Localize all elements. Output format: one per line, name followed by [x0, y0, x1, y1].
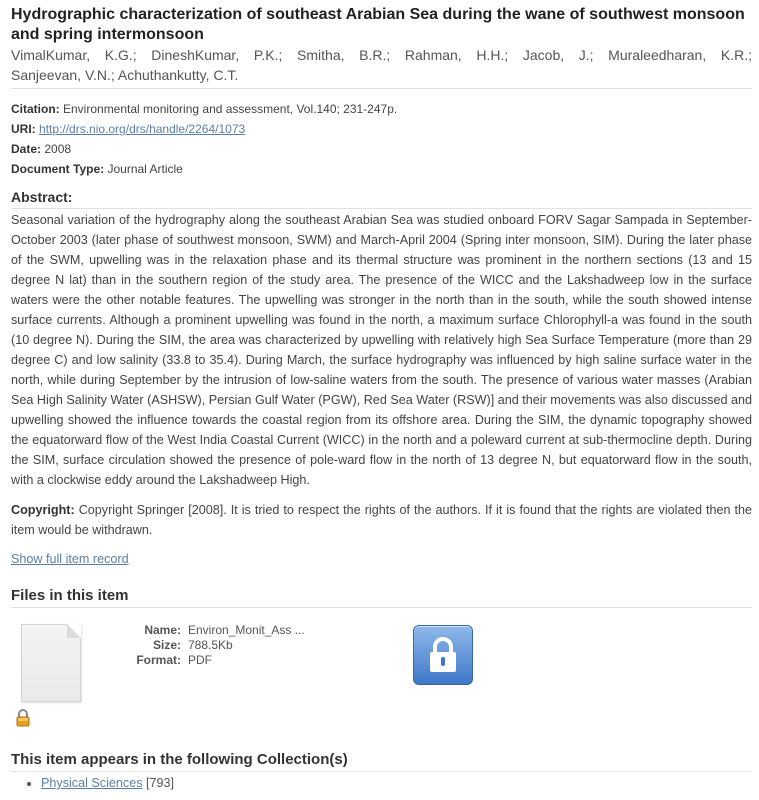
doctype-value: Journal Article — [107, 162, 183, 176]
file-size-value: 788.5Kb — [188, 638, 233, 652]
file-entry — [11, 608, 752, 748]
file-size-row — [131, 638, 305, 653]
divider — [11, 88, 752, 89]
list-item — [41, 775, 752, 791]
abstract-heading: Abstract: — [11, 187, 752, 209]
date-row — [11, 139, 752, 159]
file-name-value: Environ_Monit_Ass ... — [188, 623, 305, 637]
collection-link[interactable]: Physical Sciences — [41, 776, 143, 790]
item-title: Hydrographic characterization of southeast Arabian Sea during the wane of southwest monsoon and spring intermonsoon — [11, 6, 745, 43]
item-view — [11, 5, 752, 791]
doctype-row — [11, 159, 752, 179]
citation-label: Citation: — [11, 102, 60, 116]
collections-heading: This item appears in the following Collection(s) — [11, 750, 752, 772]
file-name-label: Name: — [144, 623, 181, 637]
copyright-text: Copyright Springer [2008]. It is tried to respect the rights of the authors. If it is found that the rights are violated then the item would be withdrawn. — [11, 503, 752, 537]
collections-list — [11, 775, 752, 791]
uri-label: URI: — [11, 122, 36, 136]
file-format-row — [131, 653, 305, 668]
authors-line-1: VimalKumar, K.G.; DineshKumar, P.K.; Smitha, B.R.; Rahman, H.H.; Jacob, J.; Muraleedharan, K.R.; — [11, 47, 752, 63]
file-thumbnail-icon[interactable] — [21, 624, 81, 702]
file-size-label: Size: — [152, 638, 181, 652]
copyright-block — [11, 500, 752, 540]
show-full-record-link[interactable]: Show full item record — [11, 552, 129, 566]
date-label: Date: — [11, 142, 42, 156]
collection-count: [793] — [146, 776, 175, 790]
file-name-row — [131, 623, 305, 638]
item-authors — [11, 45, 752, 85]
file-format-label: Format: — [136, 653, 181, 667]
files-heading: Files in this item — [11, 586, 752, 608]
doctype-label: Document Type: — [11, 162, 105, 176]
request-access-lock-icon[interactable] — [413, 625, 473, 685]
authors-line-2: Sanjeevan, V.N.; Achuthankutty, C.T. — [11, 67, 239, 83]
file-format-value: PDF — [188, 653, 212, 667]
uri-row — [11, 119, 752, 139]
copyright-label: Copyright: — [11, 503, 75, 517]
restricted-lock-icon — [15, 709, 31, 727]
date-value: 2008 — [44, 142, 72, 156]
padlock-icon — [414, 626, 472, 684]
citation-value: Environmental monitoring and assessment, Vol.140; 231-247p. — [63, 102, 398, 116]
citation-row — [11, 99, 752, 119]
item-metadata — [11, 99, 752, 179]
uri-link[interactable]: http://drs.nio.org/drs/handle/2264/1073 — [39, 122, 246, 136]
abstract-text: Seasonal variation of the hydrography along the southeast Arabian Sea was studied onboard FORV Sagar Sampada in September-October 2003 (later phase of southwest monsoon, SWM) and March-April 2004 (Spring inter monsoon, SIM). During the later phase of the SWM, upwelling was in the relaxation phase and its thermal structure was prominent in the northern sections (13 and 15 degree N lat) than in the southern region of the study area. The presence of the WICC and the Lakshadweep low in the surface waters were the other notable features. The upwelling was stronger in the north than in the south, while the south showed intense surface currents. Although a prominent upwelling was found in the north, a maximum surface Chlorophyll-a was found in the south (10 degree N). During the SIM, the area was characterized by upwelling with relatively high Sea Surface Temperature (more than 29 degree C) and low salinity (33.8 to 35.4). During March, the surface hydrography was influenced by high saline surface water in the north, while during September by the intrusion of low-saline waters from the south. The presence of various water masses (Arabian Sea High Salinity Water (ASHSW), Persian Gulf Water (PGW), Red Sea Water (RSW)] and their movements was also discussed and upwelling showed the influence towards the coastal region from its offshore area. During the SIM, the dynamic topography showed the equatorward flow of the West India Coastal Current (WICC) in the north and a poleward current at sub-thermocline depth. During the SIM, surface circulation showed the presence of pole-ward flow in the north of 13 degree N, but equatorward flow in the south, with a clockwise eddy around the Lakshadweep High. — [11, 213, 752, 487]
file-metadata — [131, 623, 305, 668]
